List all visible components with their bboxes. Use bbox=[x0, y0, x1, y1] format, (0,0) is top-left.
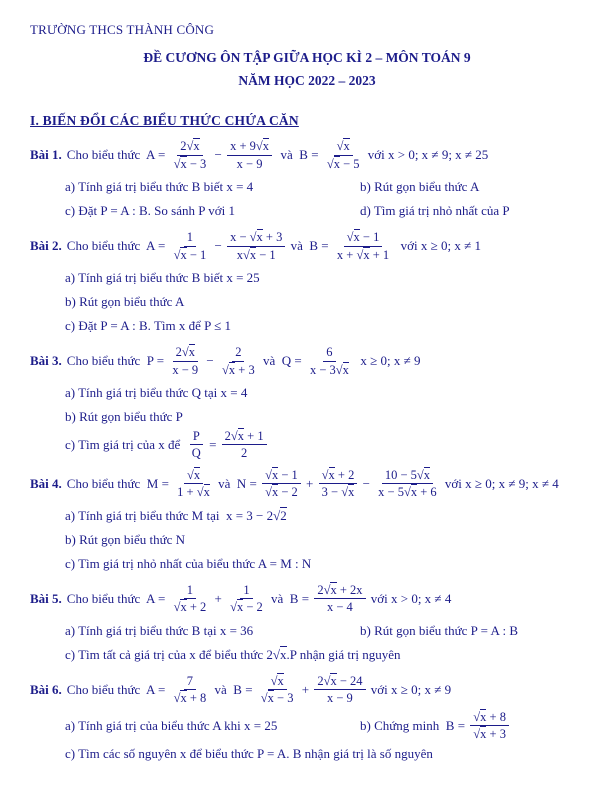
math-text: + bbox=[211, 590, 226, 606]
fraction-numerator: P bbox=[190, 429, 203, 445]
math-text: với x > 0; x ≠ 4 bbox=[367, 590, 452, 606]
fraction-denominator: √x + 2 bbox=[173, 600, 207, 615]
problem-parts-row bbox=[30, 552, 584, 576]
problem-part bbox=[65, 746, 433, 762]
math-text: b) Chứng minh B = bbox=[360, 717, 469, 733]
fraction-numerator: √x − 1 bbox=[344, 230, 383, 246]
math-text: Cho biểu thức A = bbox=[66, 590, 169, 606]
sqrt-expression: √x bbox=[255, 139, 270, 154]
problem-part bbox=[65, 203, 360, 219]
fraction bbox=[334, 230, 392, 262]
problem bbox=[30, 135, 584, 223]
sqrt-expression: √x bbox=[173, 600, 187, 615]
problem-part bbox=[65, 294, 184, 310]
problem-part bbox=[65, 718, 360, 734]
math-text: = bbox=[205, 436, 220, 452]
sqrt-expression: √x bbox=[416, 467, 431, 482]
math-text: b) Rút gọn biểu thức A bbox=[65, 294, 185, 309]
math-text: b) Rút gọn biểu thức A bbox=[360, 179, 480, 194]
school-name: TRƯỜNG THCS THÀNH CÔNG bbox=[30, 22, 215, 37]
math-text: x ≥ 0; x ≠ 9 bbox=[353, 353, 421, 368]
math-text: a) Tính giá trị biểu thức B biết x = 4 bbox=[65, 179, 254, 194]
fraction-denominator: √x − 3 bbox=[173, 156, 207, 171]
sqrt-expression: √x bbox=[265, 467, 279, 482]
math-text: a) Tính giá trị biểu thức B biết x = 25 bbox=[65, 270, 260, 285]
fraction-numerator: 2√x − 24 bbox=[314, 674, 365, 690]
fraction-denominator: x − 3√x bbox=[309, 362, 349, 377]
sqrt-expression: √x bbox=[326, 156, 340, 171]
problem-part bbox=[360, 179, 479, 195]
problem-part bbox=[65, 409, 183, 425]
fraction bbox=[169, 345, 201, 377]
fraction-numerator: x + 9√x bbox=[227, 139, 272, 155]
sqrt-expression: √x bbox=[181, 345, 195, 360]
math-text: và B = bbox=[287, 238, 332, 253]
fraction bbox=[314, 674, 365, 706]
sqrt-expression: √x bbox=[230, 600, 244, 615]
problem-part bbox=[65, 318, 231, 334]
problem-intro bbox=[30, 135, 584, 175]
fraction bbox=[227, 139, 272, 171]
fraction-numerator: 6 bbox=[323, 345, 335, 361]
problem-part bbox=[65, 647, 401, 663]
problem-parts-row bbox=[30, 528, 584, 552]
math-text: c) Đặt P = A : B. So sánh P với 1 bbox=[65, 203, 235, 218]
fraction-numerator: √x + 2 bbox=[319, 468, 358, 484]
sqrt-expression: √x bbox=[230, 429, 245, 443]
fraction-numerator: 2√x + 1 bbox=[222, 429, 267, 445]
problem-parts-row bbox=[30, 314, 584, 338]
problem-part bbox=[360, 710, 511, 742]
sqrt-expression: √x bbox=[173, 247, 187, 262]
math-text: b) Rút gọn biểu thức N bbox=[65, 531, 186, 547]
problem-part bbox=[65, 623, 360, 639]
math-text: c) Tìm giá trị của x để bbox=[65, 436, 187, 452]
fraction-denominator: √x − 2 bbox=[265, 485, 298, 500]
problem-part bbox=[360, 203, 510, 219]
fraction-numerator: x − √x + 3 bbox=[227, 230, 285, 246]
fraction-numerator: 10 − 5√x bbox=[382, 468, 433, 484]
fraction bbox=[222, 429, 267, 461]
fraction-denominator: √x − 3 bbox=[260, 691, 294, 706]
problem-intro bbox=[30, 464, 584, 504]
fraction-denominator: 3 − √x bbox=[321, 485, 355, 500]
problem-part bbox=[65, 556, 311, 572]
fraction-denominator: Q bbox=[191, 446, 201, 461]
math-text: b) Rút gọn biểu thức P = A : B bbox=[360, 622, 518, 638]
fraction-denominator: √x + 3 bbox=[222, 362, 255, 377]
math-text: và B = bbox=[274, 147, 322, 162]
math-text: Cho biểu thức P = bbox=[66, 353, 168, 368]
problem-label: Bài 6. bbox=[30, 681, 62, 697]
problem-part bbox=[65, 385, 247, 401]
problem bbox=[30, 226, 584, 338]
problem-part bbox=[65, 179, 360, 195]
sqrt-expression: √x bbox=[196, 485, 210, 500]
fraction-denominator: x − 9 bbox=[327, 691, 353, 706]
sqrt-expression: √x bbox=[341, 485, 355, 500]
math-text: d) Tìm giá trị nhỏ nhất của P bbox=[360, 203, 510, 218]
problem-part bbox=[360, 623, 518, 639]
math-text: b) Rút gọn biểu thức P bbox=[65, 409, 183, 424]
math-text: a) Tính giá trị biểu thức M tại x = 3 − 2√2 bbox=[65, 507, 287, 523]
problem-label: Bài 2. bbox=[30, 238, 62, 253]
problem-parts-row bbox=[30, 504, 584, 528]
sqrt-expression: √x bbox=[186, 467, 201, 482]
math-text: và B = bbox=[211, 681, 256, 697]
sqrt-expression: √x bbox=[336, 139, 350, 154]
math-text: + bbox=[298, 681, 313, 697]
sqrt-expression: √x bbox=[403, 485, 418, 500]
document-title: ĐỀ CƯƠNG ÔN TẬP GIỮA HỌC KÌ 2 – MÔN TOÁN 9 bbox=[143, 50, 471, 65]
fraction bbox=[227, 230, 285, 262]
school-year: NĂM HỌC 2022 – 2023 bbox=[238, 73, 376, 88]
problem-intro bbox=[30, 670, 584, 710]
math-text: c) Đặt P = A : B. Tìm x để P ≤ 1 bbox=[65, 318, 232, 333]
fraction bbox=[171, 674, 210, 706]
fraction bbox=[171, 139, 210, 171]
math-text: Cho biểu thức M = bbox=[66, 475, 173, 491]
problem-parts-row bbox=[30, 381, 584, 405]
math-text: với x ≥ 0; x ≠ 9 bbox=[367, 681, 452, 697]
problem-label: Bài 4. bbox=[30, 475, 62, 491]
section-heading: I. BIẾN ĐỔI CÁC BIỂU THỨC CHỨA CĂN bbox=[30, 113, 299, 128]
fraction-numerator: 2√x bbox=[173, 345, 198, 361]
sqrt-expression: √x bbox=[186, 139, 200, 154]
sqrt-expression: √x bbox=[249, 230, 263, 245]
fraction-denominator: x − 5√x + 6 bbox=[378, 485, 437, 500]
fraction bbox=[219, 345, 258, 377]
problem-parts-row bbox=[30, 742, 584, 766]
math-text: c) Tìm tất cả giá trị của x để biểu thức 2√x.P nhận giá trị nguyên bbox=[65, 646, 401, 662]
math-text: + bbox=[302, 475, 317, 491]
fraction bbox=[314, 583, 365, 615]
fraction-numerator: 1 bbox=[184, 583, 196, 599]
problem-part bbox=[65, 429, 269, 461]
sqrt-expression: √x bbox=[356, 247, 370, 262]
fraction-denominator: √x − 1 bbox=[173, 247, 207, 262]
problem-parts-row bbox=[30, 199, 584, 223]
problem-parts-row bbox=[30, 405, 584, 429]
math-text: − bbox=[203, 353, 218, 368]
math-text: Cho biểu thức A = bbox=[66, 681, 169, 697]
fraction bbox=[171, 583, 210, 615]
sqrt-expression: √x bbox=[243, 247, 257, 262]
fraction-numerator: 2 bbox=[232, 345, 244, 361]
problem-parts-row bbox=[30, 266, 584, 290]
problem-parts-row bbox=[30, 643, 584, 667]
fraction-numerator: √x + 8 bbox=[470, 710, 509, 726]
fraction-numerator bbox=[268, 674, 287, 690]
fraction-denominator: x√x − 1 bbox=[236, 247, 276, 262]
sqrt-expression: √x bbox=[222, 362, 236, 377]
math-text: a) Tính giá trị biểu thức B tại x = 36 bbox=[65, 622, 254, 638]
problem-parts-row bbox=[30, 290, 584, 314]
fraction-numerator: 1 bbox=[184, 230, 196, 246]
fraction-denominator: x − 4 bbox=[327, 600, 353, 615]
math-text: − bbox=[211, 147, 226, 162]
problem bbox=[30, 670, 584, 766]
problem-part bbox=[65, 270, 260, 286]
problem-intro bbox=[30, 341, 584, 381]
fraction bbox=[470, 710, 509, 742]
fraction-denominator: 2 bbox=[241, 446, 248, 461]
problem-part bbox=[65, 532, 185, 548]
problem-label: Bài 5. bbox=[30, 590, 62, 606]
problem-parts-row bbox=[30, 175, 584, 199]
sqrt-expression: √x bbox=[335, 362, 349, 377]
problem-part bbox=[65, 508, 287, 524]
math-text: với x ≥ 0; x ≠ 1 bbox=[394, 238, 481, 253]
fraction-numerator: 2√x + 2x bbox=[314, 583, 365, 599]
problem-label: Bài 1. bbox=[30, 147, 62, 162]
sqrt-expression: √x bbox=[272, 646, 287, 662]
math-text: a) Tính giá trị biểu thức Q tại x = 4 bbox=[65, 385, 248, 400]
fraction bbox=[174, 468, 213, 500]
fraction-numerator: 2√x bbox=[177, 139, 202, 155]
problem-parts-row bbox=[30, 429, 584, 461]
fraction-denominator: x + √x + 1 bbox=[336, 247, 390, 262]
sqrt-expression: √x bbox=[260, 691, 274, 706]
problems-list bbox=[30, 135, 584, 766]
fraction bbox=[307, 345, 352, 377]
sqrt-expression: √x bbox=[265, 485, 279, 500]
problem bbox=[30, 579, 584, 667]
math-text: c) Tìm các số nguyên x để biểu thức P = A. B nhận giá trị là số nguyên bbox=[65, 745, 433, 761]
fraction bbox=[189, 429, 204, 461]
math-text: Cho biểu thức A = bbox=[66, 147, 169, 162]
fraction-numerator: 7 bbox=[184, 674, 196, 690]
fraction bbox=[227, 583, 266, 615]
sqrt-expression: √x bbox=[173, 156, 187, 171]
math-text: với x ≥ 0; x ≠ 9; x ≠ 4 bbox=[441, 475, 559, 491]
sqrt-expression: √x bbox=[323, 673, 337, 688]
sqrt-expression: √x bbox=[323, 582, 337, 597]
sqrt-expression: √x bbox=[473, 727, 487, 742]
fraction-numerator: √x − 1 bbox=[262, 468, 301, 484]
fraction-denominator: √x + 8 bbox=[173, 691, 207, 706]
fraction-denominator: x − 9 bbox=[236, 156, 263, 171]
math-text: c) Tìm giá trị nhỏ nhất của biểu thức A = M : N bbox=[65, 555, 312, 571]
fraction-denominator: √x − 2 bbox=[230, 600, 263, 615]
sqrt-expression: √x bbox=[270, 673, 284, 688]
sqrt-expression: √x bbox=[173, 691, 187, 706]
problem-parts-row bbox=[30, 619, 584, 643]
fraction bbox=[324, 139, 363, 171]
problem-intro bbox=[30, 226, 584, 266]
problem-intro bbox=[30, 579, 584, 619]
sqrt-expression: √x bbox=[321, 467, 335, 482]
math-text: − bbox=[211, 238, 226, 253]
math-text: và Q = bbox=[259, 353, 305, 368]
fraction bbox=[171, 230, 210, 262]
sqrt-expression: √x bbox=[346, 230, 360, 245]
math-text: với x > 0; x ≠ 9; x ≠ 25 bbox=[364, 147, 489, 162]
math-text: và B = bbox=[267, 590, 313, 606]
fraction bbox=[375, 468, 440, 500]
math-text: và N = bbox=[214, 475, 261, 491]
fraction-denominator: √x − 5 bbox=[326, 156, 360, 171]
problem bbox=[30, 341, 584, 461]
fraction-numerator bbox=[334, 139, 353, 155]
math-text: − bbox=[359, 475, 374, 491]
math-text: Cho biểu thức A = bbox=[66, 238, 169, 253]
fraction-numerator: 1 bbox=[240, 583, 252, 599]
sqrt-expression: √x bbox=[473, 709, 487, 724]
problem-label: Bài 3. bbox=[30, 353, 62, 368]
problem bbox=[30, 464, 584, 576]
fraction bbox=[319, 468, 358, 500]
math-text: a) Tính giá trị của biểu thức A khi x = 25 bbox=[65, 717, 278, 733]
fraction-denominator: √x + 3 bbox=[473, 727, 506, 742]
fraction bbox=[258, 674, 297, 706]
fraction-denominator: 1 + √x bbox=[177, 485, 210, 500]
fraction-numerator bbox=[184, 468, 203, 484]
fraction bbox=[262, 468, 301, 500]
problem-parts-row bbox=[30, 710, 584, 742]
fraction-denominator: x − 9 bbox=[172, 362, 199, 377]
sqrt-expression: √2 bbox=[273, 507, 287, 523]
